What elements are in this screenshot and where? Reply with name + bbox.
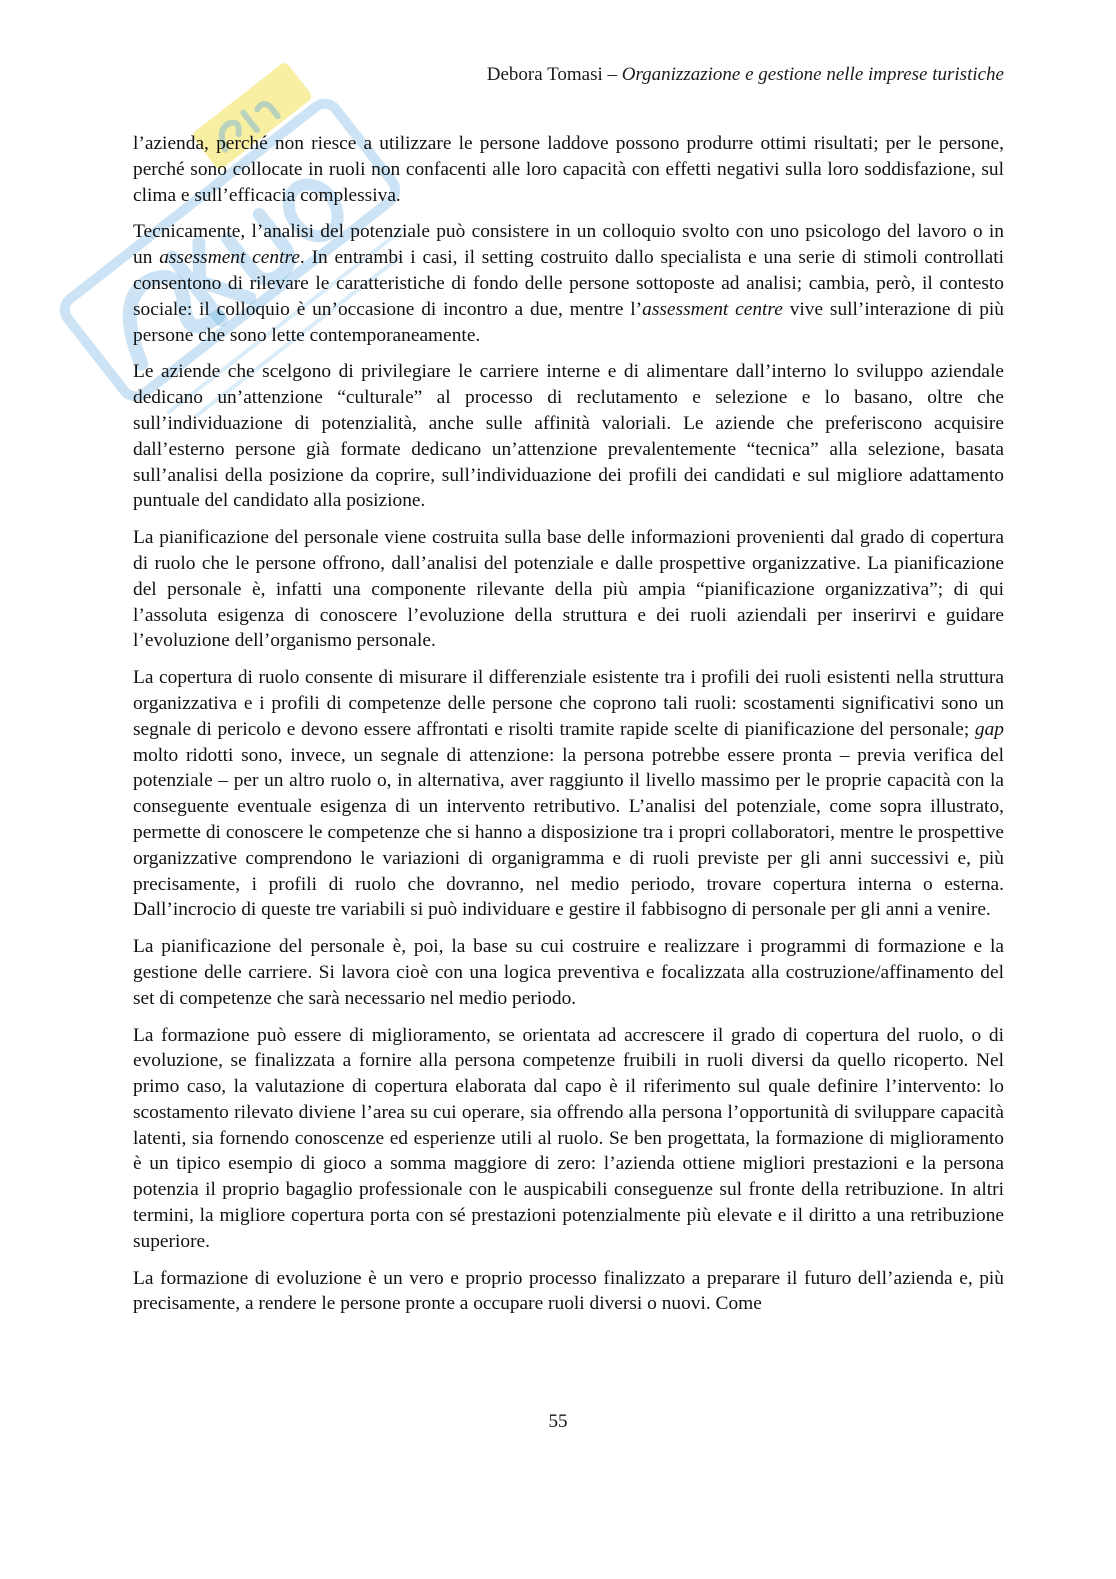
running-header (487, 64, 1004, 86)
paragraph (133, 359, 1004, 514)
emphasis-text: gap (974, 718, 1004, 740)
text-run: La formazione di evoluzione è un vero e proprio processo finalizzato a preparare il futuro dell’azienda e, più precisamente, a rendere le persone pronte a occupare ruoli diversi o nuovi. Come (133, 1267, 1004, 1315)
emphasis-text: assessment centre (642, 298, 783, 320)
paragraph (133, 1266, 1004, 1318)
paragraph (133, 525, 1004, 654)
paragraph (133, 665, 1004, 923)
text-run: Le aziende che scelgono di privilegiare le carriere interne e di alimentare dall’interno lo sviluppo aziendale dedicano un’attenzione “culturale” al processo di reclutamento e selezione e lo basano, oltre che sull’individuazione di potenzialità, anche sulle affinità valoriali. Le aziende che preferiscono acquisire dall’esterno persone già formate dedicano un’attenzione prevalentemente “tecnica” alla selezione, basata sull’analisi della posizione da coprire, sull’individuazione dei profili dei candidati e sul migliore adattamento puntuale del candidato alla posizione. (133, 361, 1004, 512)
text-run: La copertura di ruolo consente di misurare il differenziale esistente tra i profili dei ruoli esistenti nella struttura organizzativa e i profili di competenze delle persone che coprono tali ruoli: scostamenti significativi sono un segnale di pericolo e devono essere affrontati e risolti tramite rapide scelte di pianificazione del personale; (133, 667, 1004, 740)
paragraph (133, 131, 1004, 208)
text-run: vive sull’interazione di più persone che sono lette contemporaneamente. (133, 298, 1004, 346)
paragraph (133, 934, 1004, 1011)
text-run: l’azienda, perché non riesce a utilizzare le persone laddove possono produrre ottimi risultati; per le persone, perché sono collocate in ruoli non confacenti alle loro capacità con effetti negativi sulla loro soddisfazione, sul clima e sull’efficacia complessiva. (133, 133, 1004, 206)
page-number: 55 (548, 1411, 568, 1432)
text-run: La pianificazione del personale viene costruita sulla base delle informazioni provenienti dal grado di copertura di ruolo che le persone offrono, dall’analisi del potenziale e dalle prospettive organizzative. La pianificazione del personale è, infatti una componente rilevante della più ampia “pianificazione organizzativa”; di qui l’assoluta esigenza di conoscere l’evoluzione della struttura e dei ruoli aziendali per inserirvi e guidare l’evoluzione dell’organismo personale. (133, 527, 1004, 652)
text-run: . In entrambi i casi, il setting costruito dallo specialista e una serie di stimoli controllati consentono di rilevare le caratteristiche di fondo delle persone sottoposte ad analisi; cambia, però, il contesto sociale: il colloquio è un’occasione di incontro a due, mentre l’ (133, 247, 1004, 320)
text-run: La formazione può essere di miglioramento, se orientata ad accrescere il grado di copertura del ruolo, o di evoluzione, se finalizzata a fornire alla persona competenze fruibili in ruoli diversi da quello ricoperto. Nel primo caso, la valutazione di copertura elaborata dal capo è il riferimento sul quale definire l’intervento: lo scostamento rilevato diviene l’area su cui operare, sia offrendo alla persona l’opportunità di sviluppare capacità latenti, sia fornendo conoscenze ed esperienze utili al ruolo. Se ben progettata, la formazione di miglioramento è un tipico esempio di gioco a somma maggiore di zero: l’azienda ottiene migliori prestazioni e la persona potenzia il proprio bagaglio professionale con le auspicabili conseguenze sul fronte della retribuzione. In altri termini, la migliore copertura porta con sé prestazioni potenzialmente più elevate e il diritto a una retribuzione superiore. (133, 1024, 1004, 1252)
text-run: La pianificazione del personale è, poi, la base su cui costruire e realizzare i programmi di formazione e la gestione delle carriere. Si lavora cioè con una logica preventiva e focalizzata alla costruzione/affinamento del set di competenze che sarà necessario nel medio periodo. (133, 936, 1004, 1009)
paragraph (133, 219, 1004, 348)
header-author: Debora Tomasi (486, 64, 603, 85)
text-run: Tecnicamente, l’analisi del potenziale può consistere in un colloquio svolto con uno psicologo del lavoro o in un (133, 221, 1004, 269)
text-run: molto ridotti sono, invece, un segnale di attenzione: la persona potrebbe essere pronta – previa verifica del potenziale – per un altro ruolo o, in alternativa, aver raggiunto il livello massimo per le proprie capacità con la conseguente eventuale esigenza di un intervento retributivo. L’analisi del potenziale, come sopra illustrato, permette di conoscere le competenze che si hanno a disposizione tra i propri collaboratori, mentre le prospettive organizzative comprendono le variazioni di organigramma e di ruoli previste per gli anni successivi e, più precisamente, i profili di ruolo che dovranno, nel medio periodo, trovare copertura interna o esterna. Dall’incrocio di queste tre variabili si può individuare e gestire il fabbisogno di personale per gli anni a venire. (133, 744, 1004, 921)
header-title: Organizzazione e gestione nelle imprese turistiche (621, 64, 1004, 85)
body-text (133, 131, 1004, 1328)
header-separator: – (607, 64, 618, 85)
emphasis-text: assessment centre (159, 247, 300, 269)
paragraph (133, 1023, 1004, 1255)
